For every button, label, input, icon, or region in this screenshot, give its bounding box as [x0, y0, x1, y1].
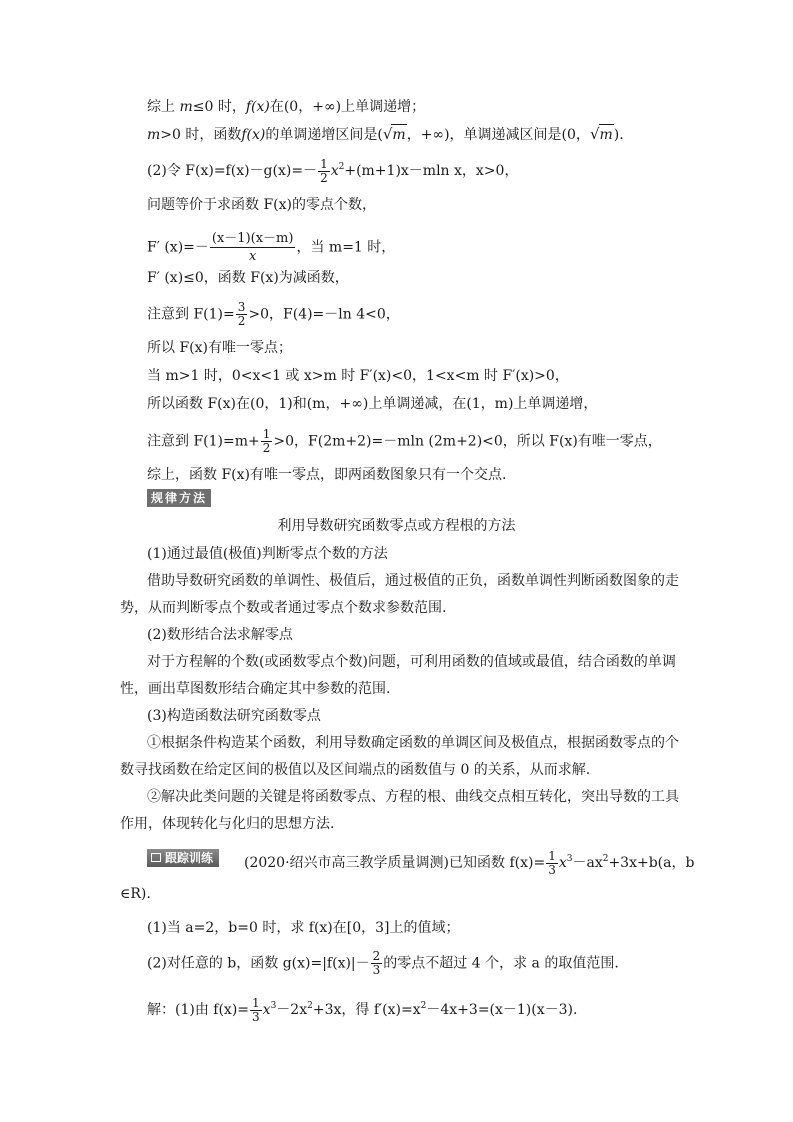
text: －2x	[276, 1002, 308, 1018]
denominator: x	[249, 249, 257, 264]
text: >0，F(4)=－ln 4<0，	[248, 306, 400, 323]
sqrt-radicand: m	[599, 124, 614, 145]
numerator: 1	[320, 156, 328, 171]
sqrt-sign: √	[589, 125, 600, 143]
numerator: 1	[262, 427, 271, 441]
superscript: 3	[270, 1001, 277, 1011]
denominator: 3	[372, 963, 381, 977]
line-8	[147, 338, 292, 358]
superscript: 2	[307, 1001, 313, 1011]
text: 所以 F(x)有唯一零点；	[147, 340, 292, 356]
text: 问题等价于求函数 F(x)的零点个数，	[147, 197, 376, 213]
line-9	[147, 366, 569, 386]
method-p2b: 势，从而判断零点个数或者通过零点个数求参数范围.	[120, 600, 447, 616]
line-3	[147, 157, 518, 185]
line-10	[147, 394, 597, 414]
method-p4a: 对于方程解的个数(或函数零点个数)问题，可利用函数的值域或最值，结合函数的单调	[147, 654, 676, 670]
denominator: 2	[262, 441, 271, 455]
text: ，当 m=1 时，	[296, 239, 396, 256]
text: 的单调递增区间是(	[265, 127, 383, 143]
line-7	[147, 301, 400, 328]
text: 综上，函数 F(x)有唯一零点，即两函数图象只有一个交点.	[147, 467, 507, 483]
numerator: 3	[237, 300, 246, 314]
denominator: 2	[237, 314, 246, 328]
line-5	[147, 230, 395, 265]
training-badge	[147, 849, 219, 867]
text: (2)令	[147, 163, 186, 179]
numerator: (x－1)(x－m)	[211, 231, 294, 246]
exercise-line-1	[244, 849, 694, 877]
numerator: 1	[252, 995, 260, 1010]
denominator: 3	[548, 862, 556, 877]
text: >0 时，函数	[160, 127, 242, 143]
fraction	[236, 301, 248, 328]
text: +(m+1)x－mln x，x>0，	[344, 163, 519, 179]
text: 的零点不超过 4 个，求 a 的取值范围.	[383, 955, 619, 972]
fraction	[210, 230, 296, 265]
fraction	[318, 158, 330, 185]
superscript: 2	[420, 1001, 427, 1011]
text: 当 m>1 时，0<x<1 或 x>m 时 F′(x)<0，1<x<m 时 F′(x)>0，	[147, 368, 569, 384]
text: 所以函数 F(x)在(0，1)和(m，+∞)上单调递减，在(1，m)上单调递增，	[147, 396, 598, 412]
text: +3x+b(a，b	[608, 855, 695, 871]
text: m	[179, 99, 193, 115]
text: f(x)	[245, 99, 270, 115]
method-p5: (3)构造函数法研究函数零点	[147, 708, 321, 724]
text: 解：(1)由 f(x)=	[147, 1002, 250, 1018]
book-icon	[151, 853, 161, 862]
superscript: 2	[602, 854, 609, 864]
numerator: 1	[548, 848, 556, 863]
text: >0，F(2m+2)=－mln (2m+2)<0，所以 F(x)有唯一零点，	[273, 433, 662, 450]
badge-label: 跟踪训练	[165, 851, 214, 865]
line-12	[147, 465, 506, 485]
text: 在(0，+∞)上单调递增；	[269, 99, 426, 115]
line-4	[147, 195, 376, 215]
text: F′ (x)≤0，函数 F(x)为减函数，	[147, 270, 349, 286]
text: F(x)=f(x)－g(x)=－	[185, 163, 318, 179]
sqrt-radicand: m	[391, 124, 406, 145]
text: (2)对任意的 b，函数 g(x)=|f(x)|－	[147, 955, 370, 972]
superscript: 3	[566, 854, 573, 864]
text: ≤0 时，	[192, 99, 246, 115]
text: 注意到 F(1)=	[147, 306, 235, 323]
fraction	[250, 997, 262, 1024]
method-p2a: 借助导数研究函数的单调性、极值后，通过极值的正负，函数单调性判断函数图象的走	[147, 573, 679, 589]
text: x	[330, 163, 339, 179]
denominator: 2	[320, 170, 328, 185]
text: f(x)	[241, 127, 266, 143]
method-title: 利用导数研究函数零点或方程根的方法	[277, 518, 516, 534]
text: －ax	[572, 855, 603, 871]
method-p6b: 数寻找函数在给定区间的极值以及区间端点的函数值与 0 的关系，从而求解.	[120, 762, 591, 778]
text: x	[558, 855, 567, 871]
text: m	[147, 127, 161, 143]
method-p4b: 性，画出草图数形结合确定其中参数的范围.	[120, 681, 391, 697]
text: F′ (x)=－	[147, 239, 209, 256]
denominator: 3	[252, 1009, 260, 1024]
line-11	[147, 428, 662, 455]
line-2	[147, 124, 624, 145]
superscript: 2	[338, 162, 345, 172]
exercise-line-4	[147, 950, 619, 977]
sqrt-sign: √	[382, 125, 393, 143]
method-p3: (2)数形结合法求解零点	[147, 627, 293, 643]
text: 综上	[147, 99, 180, 115]
text: (2020·绍兴市高三教学质量调测)已知函数 f(x)=	[244, 855, 546, 871]
text: +3x，得 f′(x)=x	[312, 1002, 421, 1018]
text: －4x+3=(x－1)(x－3).	[426, 1002, 578, 1018]
line-1	[147, 97, 425, 117]
fraction	[371, 950, 383, 977]
numerator: 2	[372, 949, 381, 963]
line-6	[147, 268, 349, 288]
fraction	[546, 850, 558, 877]
method-p1: (1)通过最值(极值)判断零点个数的方法	[147, 546, 388, 562]
exercise-line-2: ∈R).	[120, 886, 151, 902]
text: 注意到 F(1)=m+	[147, 433, 260, 450]
exercise-line-3: (1)当 a=2，b=0 时，求 f(x)在[0，3]上的值域；	[147, 920, 460, 936]
text: ).	[613, 127, 624, 143]
text: ，+∞)，单调递减区间是(0，	[406, 127, 590, 143]
fraction	[261, 428, 273, 455]
method-p7b: 作用，体现转化与化归的思想方法.	[120, 816, 335, 832]
method-badge: 规律方法	[147, 489, 211, 507]
method-p6a: ①根据条件构造某个函数，利用导数确定函数的单调区间及极值点，根据函数零点的个	[147, 735, 679, 751]
method-p7a: ②解决此类问题的关键是将函数零点、方程的根、曲线交点相互转化，突出导数的工具	[147, 789, 679, 805]
text: x	[262, 1002, 271, 1018]
exercise-line-5	[147, 996, 577, 1024]
